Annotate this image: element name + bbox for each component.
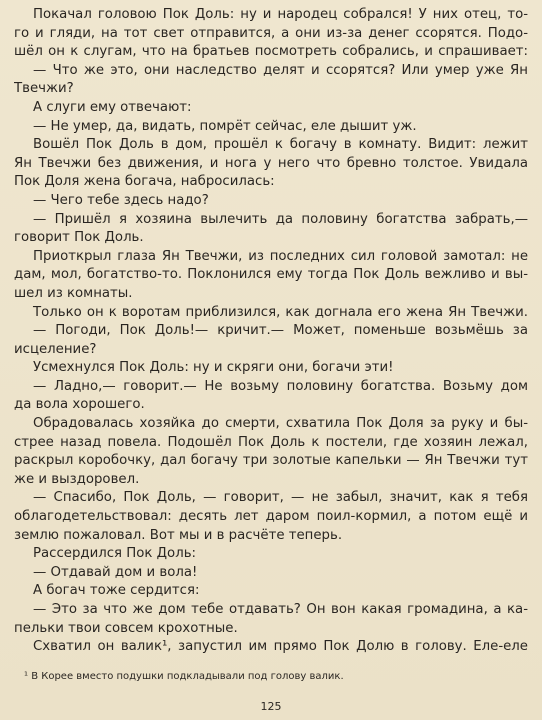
text-line: Схватил он валик¹, запустил им прямо Пок Долю в голову. Еле-еле — [33, 639, 528, 655]
text-line: — Чего тебе здесь надо? — [33, 192, 209, 208]
text-line: Покачал головою Пок Доль: ну и народец собрался! У них отец, то- — [33, 7, 528, 22]
text-line: стрее назад повела. Подошёл Пок Доль к постели, где хозяин лежал, — [14, 434, 528, 450]
text-line: — Погоди, Пок Доль!— кричит.— Может, поменьше возьмёшь за — [33, 323, 528, 339]
footnote: ¹ В Корее вместо подушки подкладывали под голову валик. — [24, 671, 344, 682]
text-line: Твечжи? — [14, 81, 74, 97]
text-line: Приоткрыл глаза Ян Твечжи, из последних сил головой замотал: не — [33, 248, 528, 264]
text-line: — Не умер, да, видать, помрёт сейчас, еле дышит уж. — [33, 118, 417, 134]
text-line: А слуги ему отвечают: — [33, 99, 192, 115]
text-line: го и гляди, на тот свет отправится, а они из-за денег ссорятся. Подо- — [14, 25, 528, 41]
text-line: — Это за что же дом тебе отдавать? Он вон какая громадина, а ка- — [33, 602, 528, 617]
text-line: — Пришёл я хозяина вылечить да половину богатства забрать,— — [33, 211, 528, 227]
text-line: — Отдавай дом и вола! — [33, 564, 198, 580]
text-line: пельки твои совсем крохотные. — [14, 620, 238, 636]
text-line: — Что же это, они наследство делят и ссорятся? Или умер уже Ян — [33, 62, 528, 78]
text-line: да вола хорошего. — [14, 397, 145, 413]
text-line: — Спасибо, Пок Доль, — говорит, — не забыл, значит, как я тебя — [33, 490, 528, 506]
text-line: Вошёл Пок Доль в дом, прошёл к богачу в комнату. Видит: лежит — [33, 137, 528, 153]
text-line: А богач тоже сердится: — [33, 583, 200, 599]
text-line: раскрыл коробочку, дал богачу три золотые капельки — Ян Твечжи тут — [14, 453, 528, 469]
body-text — [14, 6, 528, 657]
text-line: — Ладно,— говорит.— Не возьму половину богатства. Возьму дом — [33, 378, 528, 394]
text-line: Рассердился Пок Доль: — [33, 546, 197, 562]
text-line: Только он к воротам приблизился, как догнала его жена Ян Твечжи. — [33, 304, 528, 320]
text-line: облагодетельствовал: десять лет даром поил-кормил, а потом ещё и — [14, 509, 528, 525]
page-number: 125 — [260, 700, 282, 713]
text-line: же и выздоровел. — [14, 471, 140, 487]
text-line: Ян Твечжи без движения, и нога у него что бревно толстое. Увидала — [14, 155, 528, 171]
text-line: говорит Пок Доль. — [14, 230, 144, 246]
text-line: дам, мол, богатство-то. Поклонился ему тогда Пок Доль вежливо и вы- — [14, 267, 528, 283]
text-line: шел из комнаты. — [14, 285, 133, 301]
text-line: шёл он к слугам, что на братьев посмотреть собрались, и спрашивает: — [14, 44, 528, 60]
text-line: землю пожаловал. Вот мы и в расчёте теперь. — [14, 527, 343, 543]
text-line: Обрадовалась хозяйка до смерти, схватила Пок Доля за руку и бы- — [33, 416, 528, 432]
text-line: Пок Доля жена богача, набросилась: — [14, 174, 275, 190]
text-line: исцеление? — [14, 341, 97, 357]
text-line: Усмехнулся Пок Доль: ну и скряги они, богачи эти! — [33, 360, 394, 376]
